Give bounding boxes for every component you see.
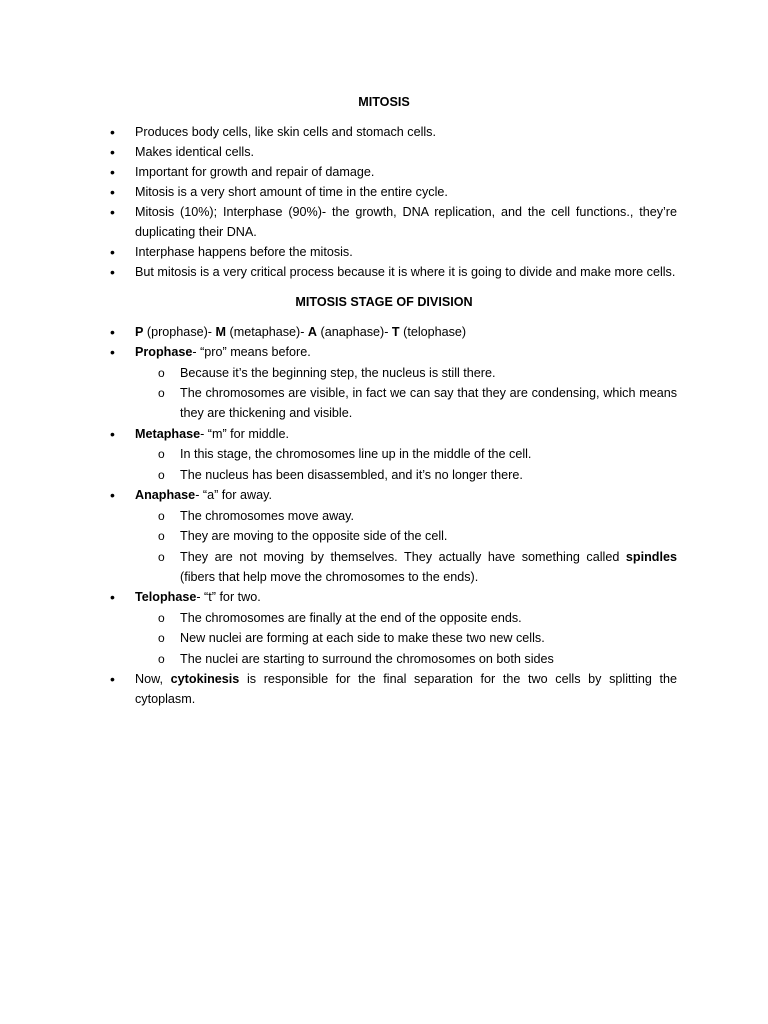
pmat-t: T xyxy=(391,325,400,339)
stage-name: Metaphase xyxy=(135,426,201,441)
list-item: • Produces body cells, like skin cells and stomach cells. xyxy=(0,122,677,142)
stage-name: Telophase xyxy=(135,590,197,604)
cytokinesis-post: is responsible for the final separation for the two cells by splitting the cytoplasm. xyxy=(135,672,677,706)
cytokinesis-term: cytokinesis xyxy=(170,672,240,686)
stage-metaphase xyxy=(0,424,677,444)
sub-list-item: o They are moving to the opposite side of the cell. xyxy=(0,526,677,546)
list-item: • Important for growth and repair of damage. xyxy=(0,162,677,182)
list-item: • Mitosis is a very short amount of time in the entire cycle. xyxy=(0,182,677,202)
stage-telophase xyxy=(0,587,677,607)
stage-name: Anaphase xyxy=(135,488,196,502)
pmat-m: M xyxy=(215,325,227,339)
sub-list-item: o The nucleus has been disassembled, and it’s no longer there. xyxy=(0,465,677,485)
sub-list-item: o The chromosomes move away. xyxy=(0,506,677,526)
document-content xyxy=(0,92,768,709)
stage-anaphase xyxy=(0,485,677,505)
stage-desc: - “pro” means before. xyxy=(192,345,311,359)
cytokinesis-item xyxy=(0,669,677,709)
sub-list-item xyxy=(0,547,677,587)
list-item: • But mitosis is a very critical process because it is where it is going to divide and make more cells. xyxy=(0,262,677,282)
stage-desc: - “a” for away. xyxy=(195,488,272,502)
spindles-term: spindles xyxy=(625,549,677,564)
sub-list-item: o The chromosomes are finally at the end of the opposite ends. xyxy=(0,608,677,628)
pmat-p-text: (prophase)- xyxy=(143,325,216,339)
intro-list xyxy=(0,122,768,282)
cytokinesis-pre: Now, xyxy=(135,672,171,686)
list-item: • Interphase happens before the mitosis. xyxy=(0,242,677,262)
stages-list xyxy=(0,322,768,709)
sub-list-item: o New nuclei are forming at each side to make these two new cells. xyxy=(0,628,677,648)
list-item: • Mitosis (10%); Interphase (90%)- the growth, DNA replication, and the cell functions., they’re duplicating their DNA. xyxy=(0,202,677,242)
stage-desc: - “t” for two. xyxy=(196,590,261,604)
page-title: MITOSIS xyxy=(358,95,410,109)
spindles-pre: They are not moving by themselves. They actually have something called xyxy=(180,549,626,564)
stage-desc: - “m” for middle. xyxy=(200,426,289,441)
stage-prophase xyxy=(0,342,677,362)
pmat-summary xyxy=(0,322,677,342)
pmat-p: P xyxy=(135,325,144,339)
sub-list-item: o The nuclei are starting to surround the chromosomes on both sides xyxy=(0,649,677,669)
pmat-t-text: (telophase) xyxy=(399,325,467,339)
pmat-m-text: (metaphase)- xyxy=(226,325,308,339)
list-item: • Makes identical cells. xyxy=(0,142,677,162)
section-heading: MITOSIS STAGE OF DIVISION xyxy=(295,295,473,309)
pmat-a: A xyxy=(307,325,318,339)
sub-list-item: o In this stage, the chromosomes line up in the middle of the cell. xyxy=(0,444,677,464)
stage-name: Prophase xyxy=(135,345,193,359)
sub-list-item: o The chromosomes are visible, in fact we can say that they are condensing, which means they are thickening and visible. xyxy=(0,383,677,423)
sub-list-item: o Because it’s the beginning step, the nucleus is still there. xyxy=(0,363,677,383)
spindles-post: (fibers that help move the chromosomes to the ends). xyxy=(180,569,479,584)
pmat-a-text: (anaphase)- xyxy=(317,325,392,339)
